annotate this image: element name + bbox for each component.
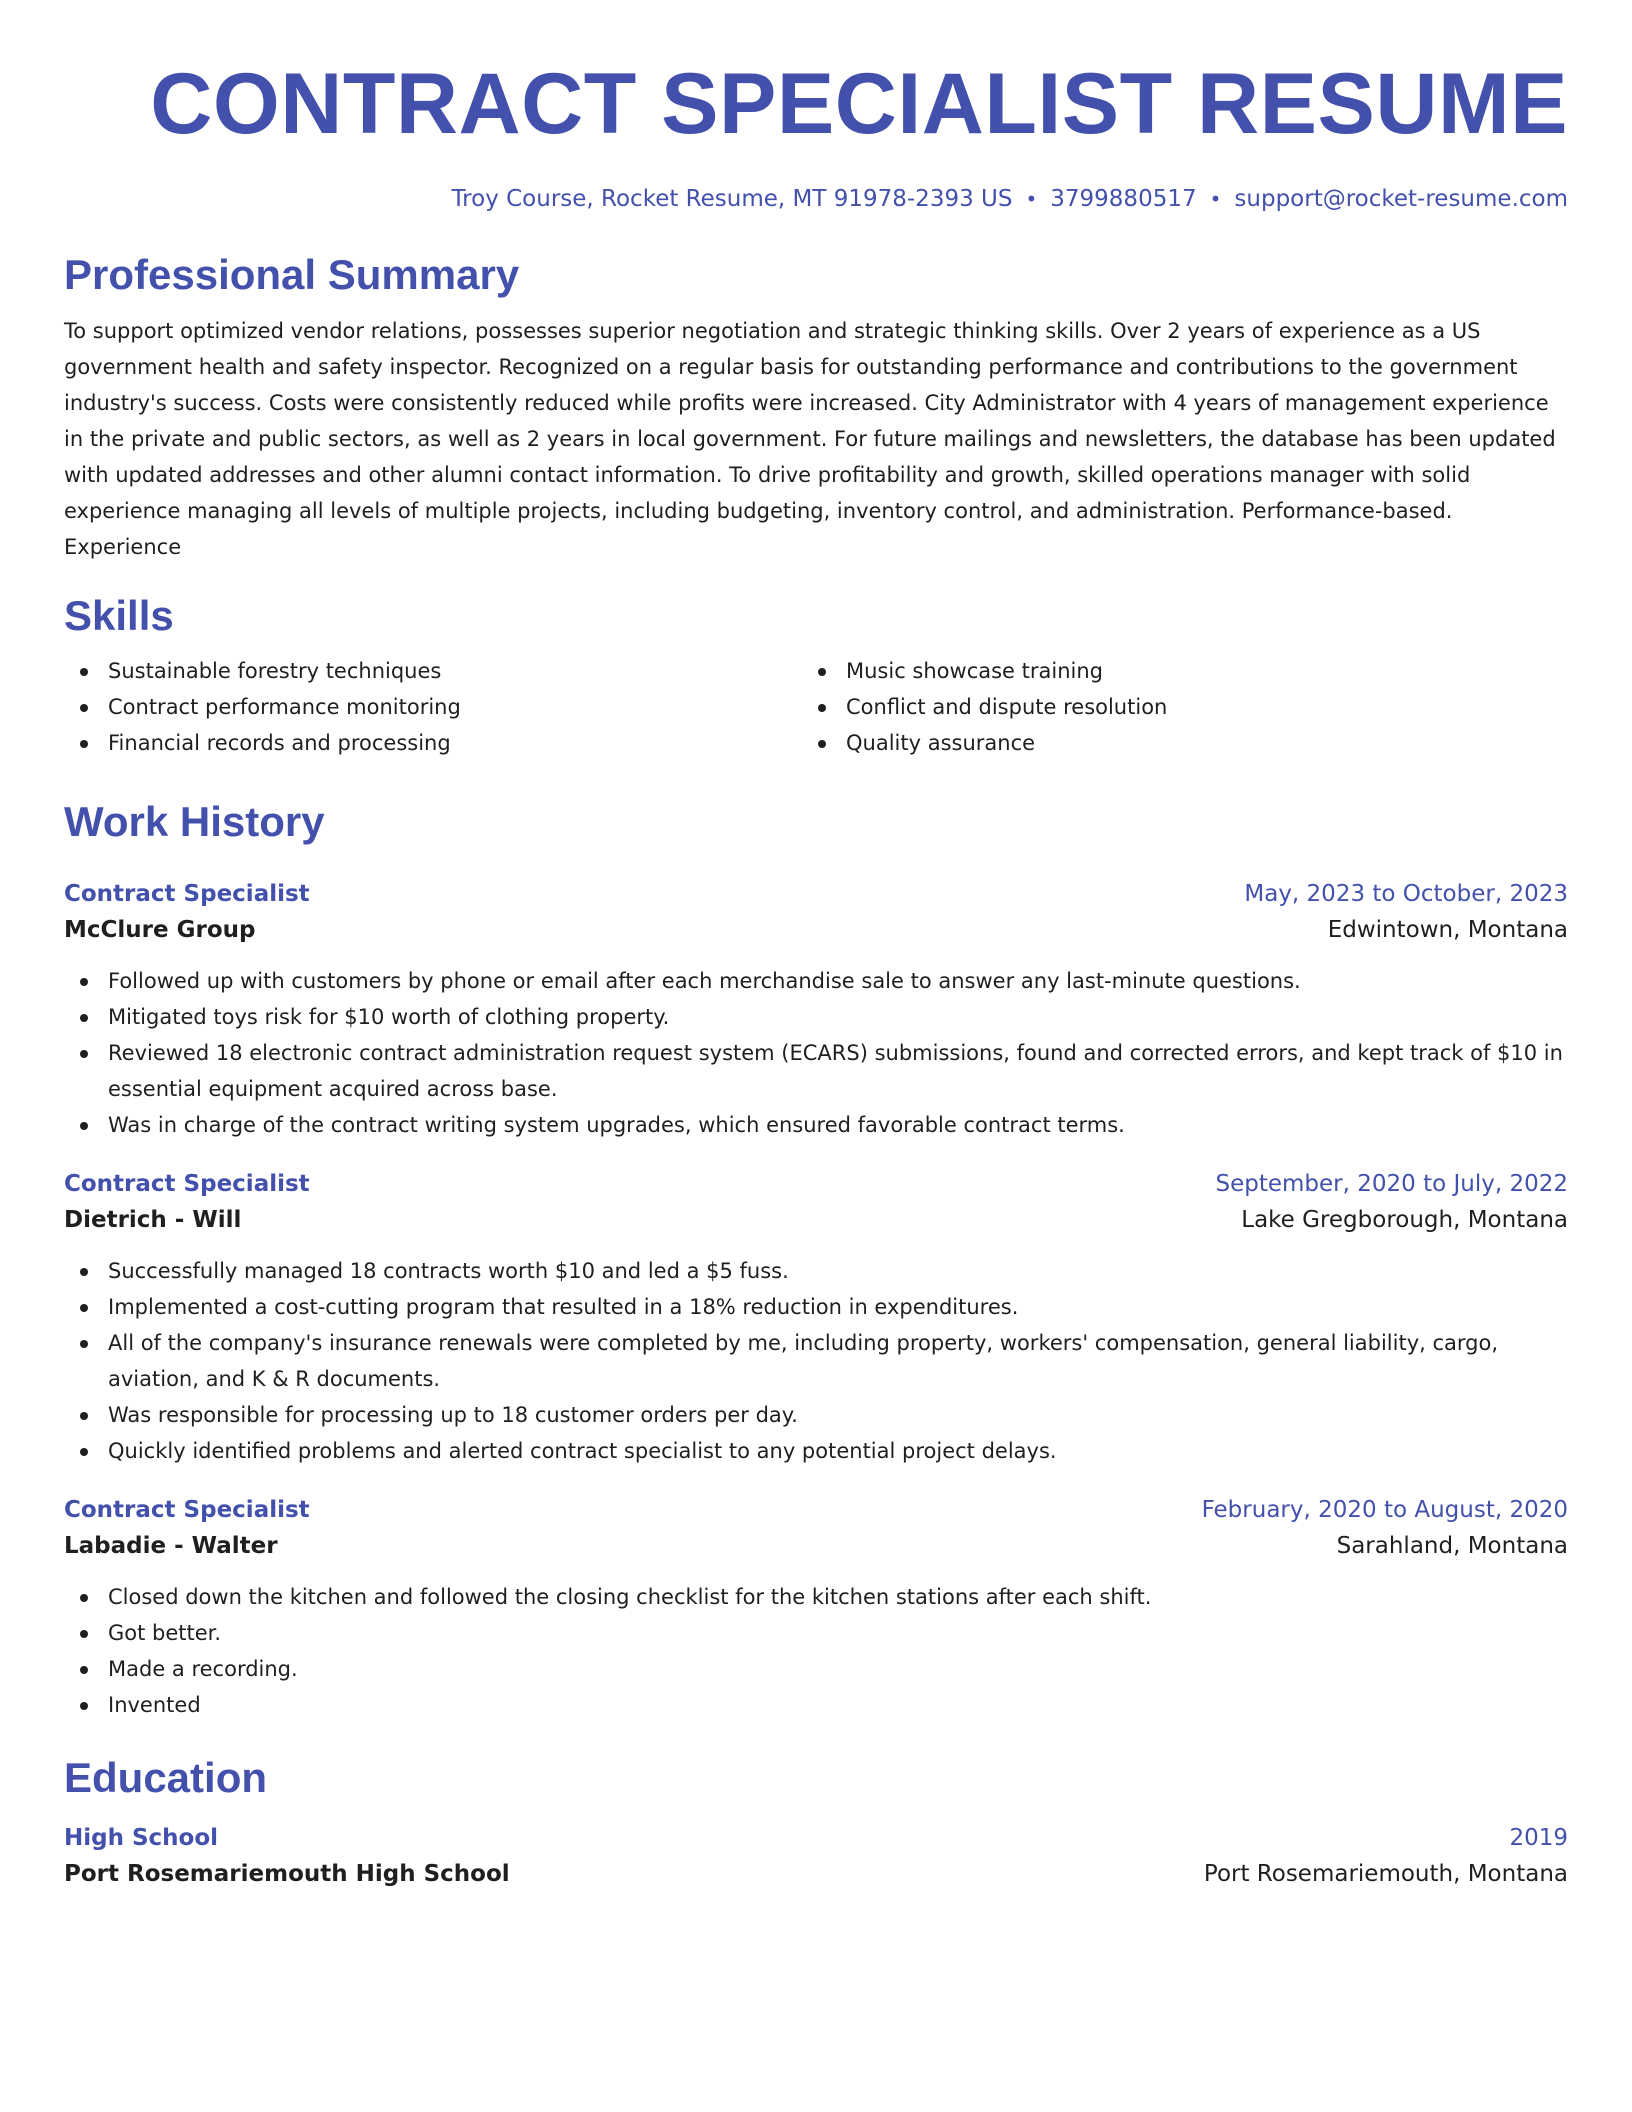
skill-item: Sustainable forestry techniques (64, 653, 802, 689)
education-entry (64, 1821, 1568, 1893)
job-company: Labadie - Walter (64, 1533, 278, 1559)
education-header (64, 1821, 1568, 1855)
summary-text: To support optimized vendor relations, possesses superior negotiation and strategic thinking skills. Over 2 years of experience as a US government health and safety inspector. Recognized on a regular basis for outstanding performance and contributions to the government industry's success. Costs were consistently reduced while profits were increased. City Administrator with 4 years of management experience in the private and public sectors, as well as 2 years in local government. For future mailings and newsletters, the database has been updated with updated addresses and other alumni contact information. To drive profitability and growth, skilled operations manager with solid experience managing all levels of multiple projects, including budgeting, inventory control, and administration. Performance-based. Experience (64, 319, 1556, 559)
contact-line (64, 184, 1568, 214)
skills-column-right (802, 653, 1540, 761)
job-bullet: Quickly identified problems and alerted contract specialist to any potential project delays. (64, 1433, 1568, 1469)
job-location: Lake Gregborough, Montana (1241, 1207, 1568, 1233)
job-bullet: Invented (64, 1687, 1568, 1723)
job-dates: February, 2020 to August, 2020 (1201, 1497, 1568, 1523)
education-year: 2019 (1509, 1825, 1568, 1851)
education-degree: High School (64, 1825, 219, 1851)
job-subheader (64, 1201, 1568, 1239)
job-dates: May, 2023 to October, 2023 (1244, 881, 1568, 907)
job-company: McClure Group (64, 917, 256, 943)
job-subheader (64, 1527, 1568, 1565)
education-school: Port Rosemariemouth High School (64, 1861, 510, 1887)
skill-item: Contract performance monitoring (64, 689, 802, 725)
contact-email: support@rocket-resume.com (1234, 186, 1568, 212)
skill-item: Quality assurance (802, 725, 1540, 761)
education-heading: Education (64, 1754, 268, 1801)
job-header (64, 877, 1568, 911)
job-bullet: Got better. (64, 1615, 1568, 1651)
job-dates: September, 2020 to July, 2022 (1215, 1171, 1568, 1197)
job-bullet: Was responsible for processing up to 18 customer orders per day. (64, 1397, 1568, 1433)
skill-item: Conflict and dispute resolution (802, 689, 1540, 725)
job-bullet: Was in charge of the contract writing system upgrades, which ensured favorable contract terms. (64, 1107, 1568, 1143)
job-bullets (64, 1253, 1568, 1469)
skills-column-left (64, 653, 802, 761)
job-bullet: Followed up with customers by phone or email after each merchandise sale to answer any last-minute questions. (64, 963, 1568, 999)
job-header (64, 1167, 1568, 1201)
contact-address: Troy Course, Rocket Resume, MT 91978-2393 US (451, 186, 1013, 212)
job-bullet: Implemented a cost-cutting program that resulted in a 18% reduction in expenditures. (64, 1289, 1568, 1325)
resume-title: CONTRACT SPECIALIST RESUME (150, 56, 1568, 152)
job-company: Dietrich - Will (64, 1207, 242, 1233)
job-bullet: Closed down the kitchen and followed the closing checklist for the kitchen stations after each shift. (64, 1579, 1568, 1615)
job-entry (64, 1493, 1568, 1723)
job-header (64, 1493, 1568, 1527)
job-title: Contract Specialist (64, 881, 310, 907)
education-subheader (64, 1855, 1568, 1893)
contact-separator: • (1025, 187, 1038, 211)
job-entry (64, 877, 1568, 1143)
job-bullet: Successfully managed 18 contracts worth $10 and led a $5 fuss. (64, 1253, 1568, 1289)
work-history-heading: Work History (64, 798, 325, 845)
summary-heading: Professional Summary (64, 251, 520, 298)
job-bullet: Made a recording. (64, 1651, 1568, 1687)
job-location: Sarahland, Montana (1336, 1533, 1568, 1559)
job-subheader (64, 911, 1568, 949)
job-title: Contract Specialist (64, 1497, 310, 1523)
skills-heading: Skills (64, 592, 174, 639)
job-bullet: Mitigated toys risk for $10 worth of clothing property. (64, 999, 1568, 1035)
job-title: Contract Specialist (64, 1171, 310, 1197)
job-location: Edwintown, Montana (1327, 917, 1568, 943)
skill-item: Music showcase training (802, 653, 1540, 689)
job-bullets (64, 1579, 1568, 1723)
job-bullet: All of the company's insurance renewals were completed by me, including property, workers' compensation, general liability, cargo, aviation, and K & R documents. (64, 1325, 1568, 1397)
education-location: Port Rosemariemouth, Montana (1203, 1861, 1568, 1887)
job-bullets (64, 963, 1568, 1143)
contact-phone: 3799880517 (1050, 186, 1197, 212)
job-entry (64, 1167, 1568, 1469)
contact-separator: • (1209, 187, 1222, 211)
skills-list (64, 653, 1568, 761)
skill-item: Financial records and processing (64, 725, 802, 761)
job-bullet: Reviewed 18 electronic contract administration request system (ECARS) submissions, found and corrected errors, and kept track of $10 in essential equipment acquired across base. (64, 1035, 1568, 1107)
